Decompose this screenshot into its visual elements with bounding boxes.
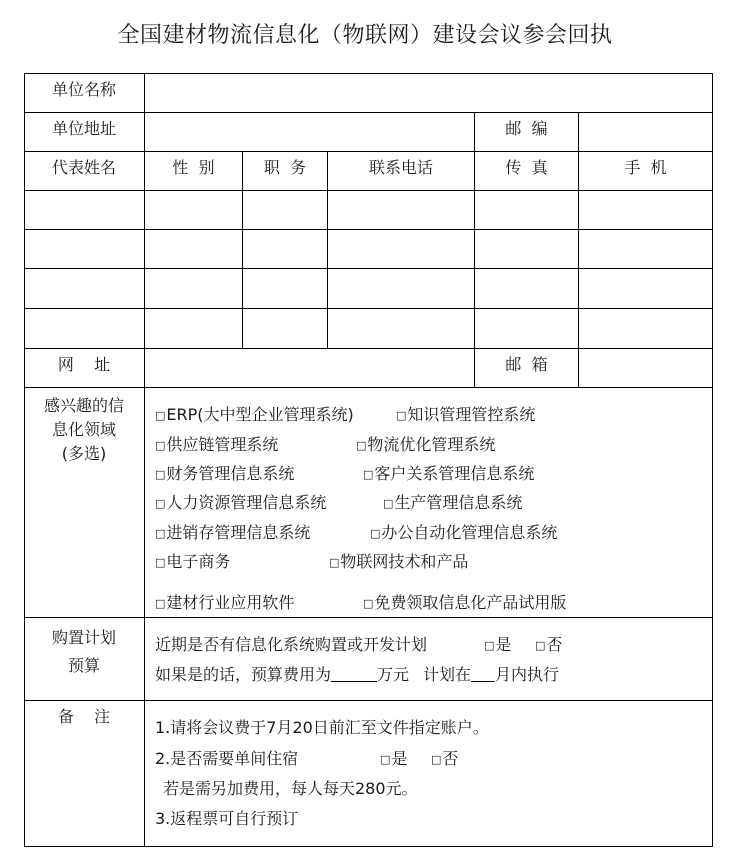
purchase-label-line2: 预算 bbox=[67, 656, 100, 675]
interest-option-inventory[interactable]: □进销存管理信息系统 bbox=[155, 523, 311, 542]
budget-prefix: 如果是的话，预算费用为 bbox=[155, 665, 332, 684]
interest-option-free-trial[interactable]: □免费领取信息化产品试用版 bbox=[363, 593, 567, 612]
purchase-yes-option[interactable]: □是 bbox=[484, 635, 512, 654]
unit-name-label: 单位名称 bbox=[51, 80, 116, 99]
checkbox-icon[interactable]: □ bbox=[155, 409, 166, 422]
gender-header: 性 别 bbox=[172, 158, 215, 177]
postcode-field[interactable] bbox=[579, 113, 712, 151]
checkbox-icon[interactable]: □ bbox=[363, 597, 374, 610]
checkbox-icon[interactable]: □ bbox=[383, 497, 394, 510]
checkbox-icon[interactable]: □ bbox=[363, 468, 374, 481]
interest-option-knowledge[interactable]: □知识管理管控系统 bbox=[396, 405, 536, 424]
interest-option-erp[interactable]: □ERP(大中型企业管理系统) bbox=[155, 405, 354, 424]
checkbox-icon[interactable]: □ bbox=[155, 556, 166, 569]
phone-header: 联系电话 bbox=[368, 158, 433, 177]
checkbox-icon[interactable]: □ bbox=[155, 497, 166, 510]
checkbox-icon[interactable]: □ bbox=[356, 439, 367, 452]
plan-suffix: 月内执行 bbox=[495, 665, 560, 684]
interest-option-building-software[interactable]: □建材行业应用软件 bbox=[155, 593, 295, 612]
checkbox-icon[interactable]: □ bbox=[329, 556, 340, 569]
checkbox-icon[interactable]: □ bbox=[535, 639, 546, 652]
purchase-label bbox=[24, 624, 144, 680]
interest-option-production[interactable]: □生产管理信息系统 bbox=[383, 493, 523, 512]
rep-row-3[interactable] bbox=[25, 269, 712, 308]
remark-item-2: 2.是否需要单间住宿 bbox=[155, 749, 299, 768]
interest-option-iot[interactable]: □物联网技术和产品 bbox=[329, 552, 469, 571]
postcode-label: 邮 编 bbox=[505, 119, 548, 138]
interest-option-crm[interactable]: □客户关系管理信息系统 bbox=[363, 464, 535, 483]
budget-line bbox=[155, 664, 559, 686]
single-room-no-option[interactable]: □否 bbox=[431, 749, 459, 768]
interest-option-hr[interactable]: □人力资源管理信息系统 bbox=[155, 493, 327, 512]
remark-item-2-note: 若是需另加费用，每人每天280元。 bbox=[163, 779, 418, 798]
checkbox-icon[interactable]: □ bbox=[155, 468, 166, 481]
budget-unit: 万元 bbox=[377, 665, 410, 684]
interest-label-line2: 息化领域 bbox=[51, 420, 116, 439]
single-room-yes-option[interactable]: □是 bbox=[380, 749, 408, 768]
interest-option-office-automation[interactable]: □办公自动化管理信息系统 bbox=[370, 523, 558, 542]
checkbox-icon[interactable]: □ bbox=[380, 753, 391, 766]
unit-name-field[interactable] bbox=[145, 74, 712, 112]
rep-row-2[interactable] bbox=[25, 230, 712, 268]
checkbox-icon[interactable]: □ bbox=[396, 409, 407, 422]
checkbox-icon[interactable]: □ bbox=[155, 439, 166, 452]
interest-label-line1: 感兴趣的信 bbox=[43, 396, 124, 415]
fax-header: 传 真 bbox=[505, 158, 548, 177]
interest-option-ecommerce[interactable]: □电子商务 bbox=[155, 552, 231, 571]
website-field[interactable] bbox=[145, 349, 474, 387]
remarks-label: 备 注 bbox=[57, 707, 111, 726]
checkbox-icon[interactable]: □ bbox=[155, 527, 166, 540]
email-field[interactable] bbox=[579, 349, 712, 387]
interest-label bbox=[24, 394, 144, 466]
purchase-question: 近期是否有信息化系统购置或开发计划 bbox=[155, 635, 428, 654]
plan-month-field[interactable] bbox=[471, 667, 495, 682]
mobile-header: 手 机 bbox=[624, 158, 667, 177]
purchase-label-line1: 购置计划 bbox=[51, 628, 116, 647]
interest-option-logistics[interactable]: □物流优化管理系统 bbox=[356, 435, 496, 454]
checkbox-icon[interactable]: □ bbox=[484, 639, 495, 652]
remark-item-1: 1.请将会议费于7月20日前汇至文件指定账户。 bbox=[155, 718, 489, 737]
website-label: 网 址 bbox=[57, 355, 111, 374]
rep-row-1[interactable] bbox=[25, 191, 712, 229]
plan-prefix: 计划在 bbox=[423, 665, 472, 684]
form-title: 全国建材物流信息化（物联网）建设会议参会回执 bbox=[117, 23, 613, 48]
interest-option-supply-chain[interactable]: □供应链管理系统 bbox=[155, 435, 279, 454]
remark-item-3: 3.返程票可自行预订 bbox=[155, 809, 299, 828]
purchase-no-option[interactable]: □否 bbox=[535, 635, 563, 654]
checkbox-icon[interactable]: □ bbox=[431, 753, 442, 766]
checkbox-icon[interactable]: □ bbox=[155, 597, 166, 610]
email-label: 邮 箱 bbox=[505, 355, 548, 374]
rep-name-header: 代表姓名 bbox=[51, 158, 116, 177]
unit-address-label: 单位地址 bbox=[51, 119, 116, 138]
interest-option-finance[interactable]: □财务管理信息系统 bbox=[155, 464, 295, 483]
budget-amount-field[interactable] bbox=[331, 667, 377, 682]
interest-label-line3: (多选) bbox=[61, 444, 107, 463]
checkbox-icon[interactable]: □ bbox=[370, 527, 381, 540]
rep-row-4[interactable] bbox=[25, 309, 712, 348]
unit-address-field[interactable] bbox=[145, 113, 474, 151]
position-header: 职 务 bbox=[263, 158, 307, 177]
